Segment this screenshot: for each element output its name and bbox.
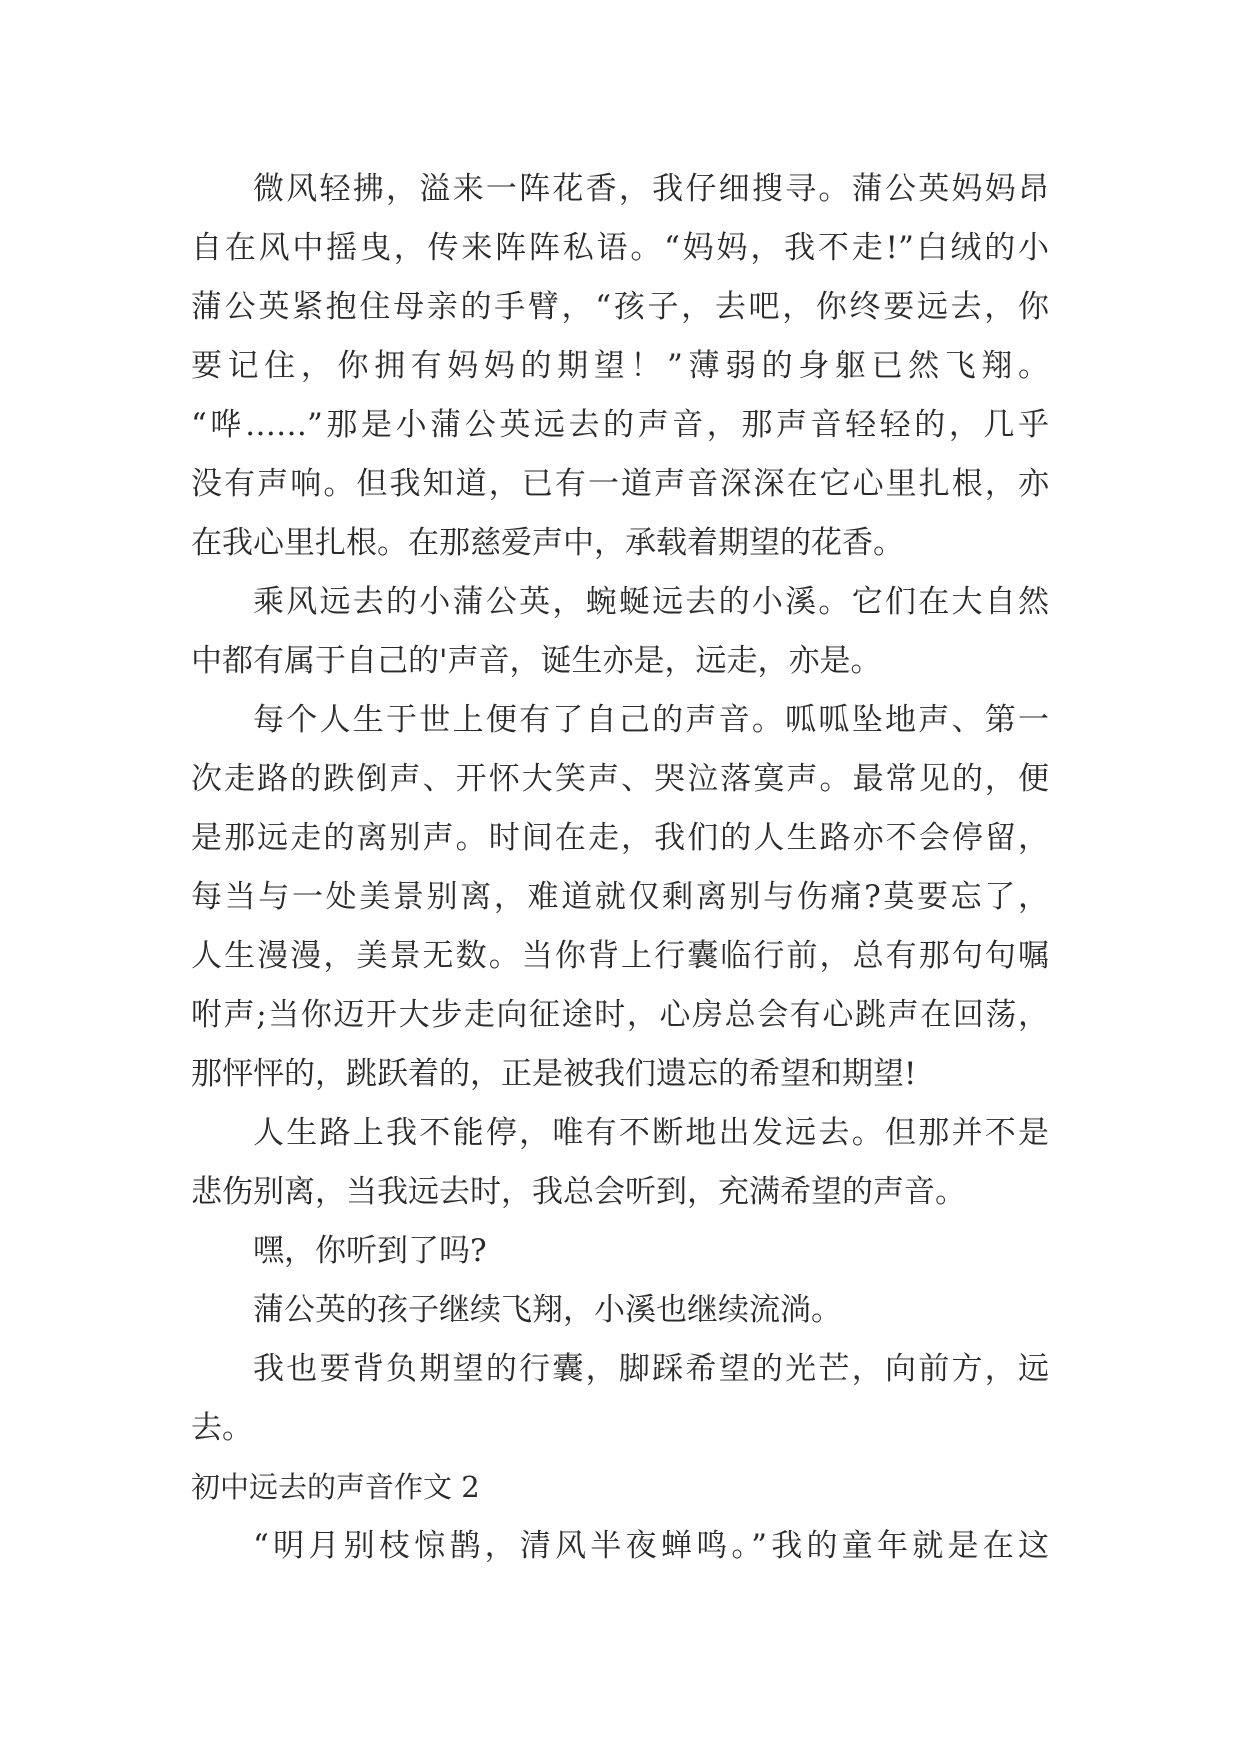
text-line: 悲伤别离，当我远去时，我总会听到，充满希望的声音。 [191, 1174, 966, 1210]
text-line: 蒲公英紧抱住母亲的手臂，“孩子，去吧，你终要远去，你 [191, 289, 1049, 325]
text-line: 嘿，你听到了吗? [253, 1233, 487, 1269]
text-line: 乘风远去的小蒲公英，蜿蜒远去的小溪。它们在大自然 [253, 584, 1049, 620]
text-line: 那怦怦的，跳跃着的，正是被我们遗忘的希望和期望! [191, 1056, 917, 1092]
text-line: 没有声响。但我知道，已有一道声音深深在它心里扎根，亦 [191, 466, 1049, 502]
text-line: 要记住，你拥有妈妈的期望！”薄弱的身躯已然飞翔。 [191, 348, 1049, 384]
text-line: “明月别枝惊鹊，清风半夜蝉鸣。”我的童年就是在这 [253, 1528, 1049, 1564]
text-line: 每当与一处美景别离，难道就仅剩离别与伤痛?莫要忘了， [191, 879, 1049, 915]
text-line: 我也要背负期望的行囊，脚踩希望的光芒，向前方，远 [253, 1351, 1049, 1387]
text-line: 次走路的跌倒声、开怀大笑声、哭泣落寞声。最常见的，便 [191, 761, 1049, 797]
text-line: 中都有属于自己的'声音，诞生亦是，远走，亦是。 [191, 643, 882, 679]
text-line: 人生漫漫，美景无数。当你背上行囊临行前，总有那句句嘱 [191, 938, 1049, 974]
text-line: 是那远走的离别声。时间在走，我们的人生路亦不会停留， [191, 820, 1049, 856]
text-line: 咐声;当你迈开大步走向征途时，心房总会有心跳声在回荡， [191, 997, 1049, 1033]
text-line: 在我心里扎根。在那慈爱声中，承载着期望的花香。 [191, 525, 904, 561]
section-heading: 初中远去的声音作文 2 [191, 1470, 480, 1504]
text-line: 微风轻拂，溢来一阵花香，我仔细搜寻。蒲公英妈妈昂 [253, 171, 1049, 207]
text-line: 自在风中摇曳，传来阵阵私语。“妈妈，我不走!”白绒的小 [191, 230, 1049, 266]
text-line: 人生路上我不能停，唯有不断地出发远去。但那并不是 [253, 1115, 1049, 1151]
text-line: 去。 [191, 1410, 253, 1446]
document-body [191, 160, 1049, 1576]
text-line: “哗……”那是小蒲公英远去的声音，那声音轻轻的，几乎 [191, 407, 1049, 443]
text-line: 蒲公英的孩子继续飞翔，小溪也继续流淌。 [253, 1292, 842, 1328]
text-line: 每个人生于世上便有了自己的声音。呱呱坠地声、第一 [253, 702, 1049, 738]
